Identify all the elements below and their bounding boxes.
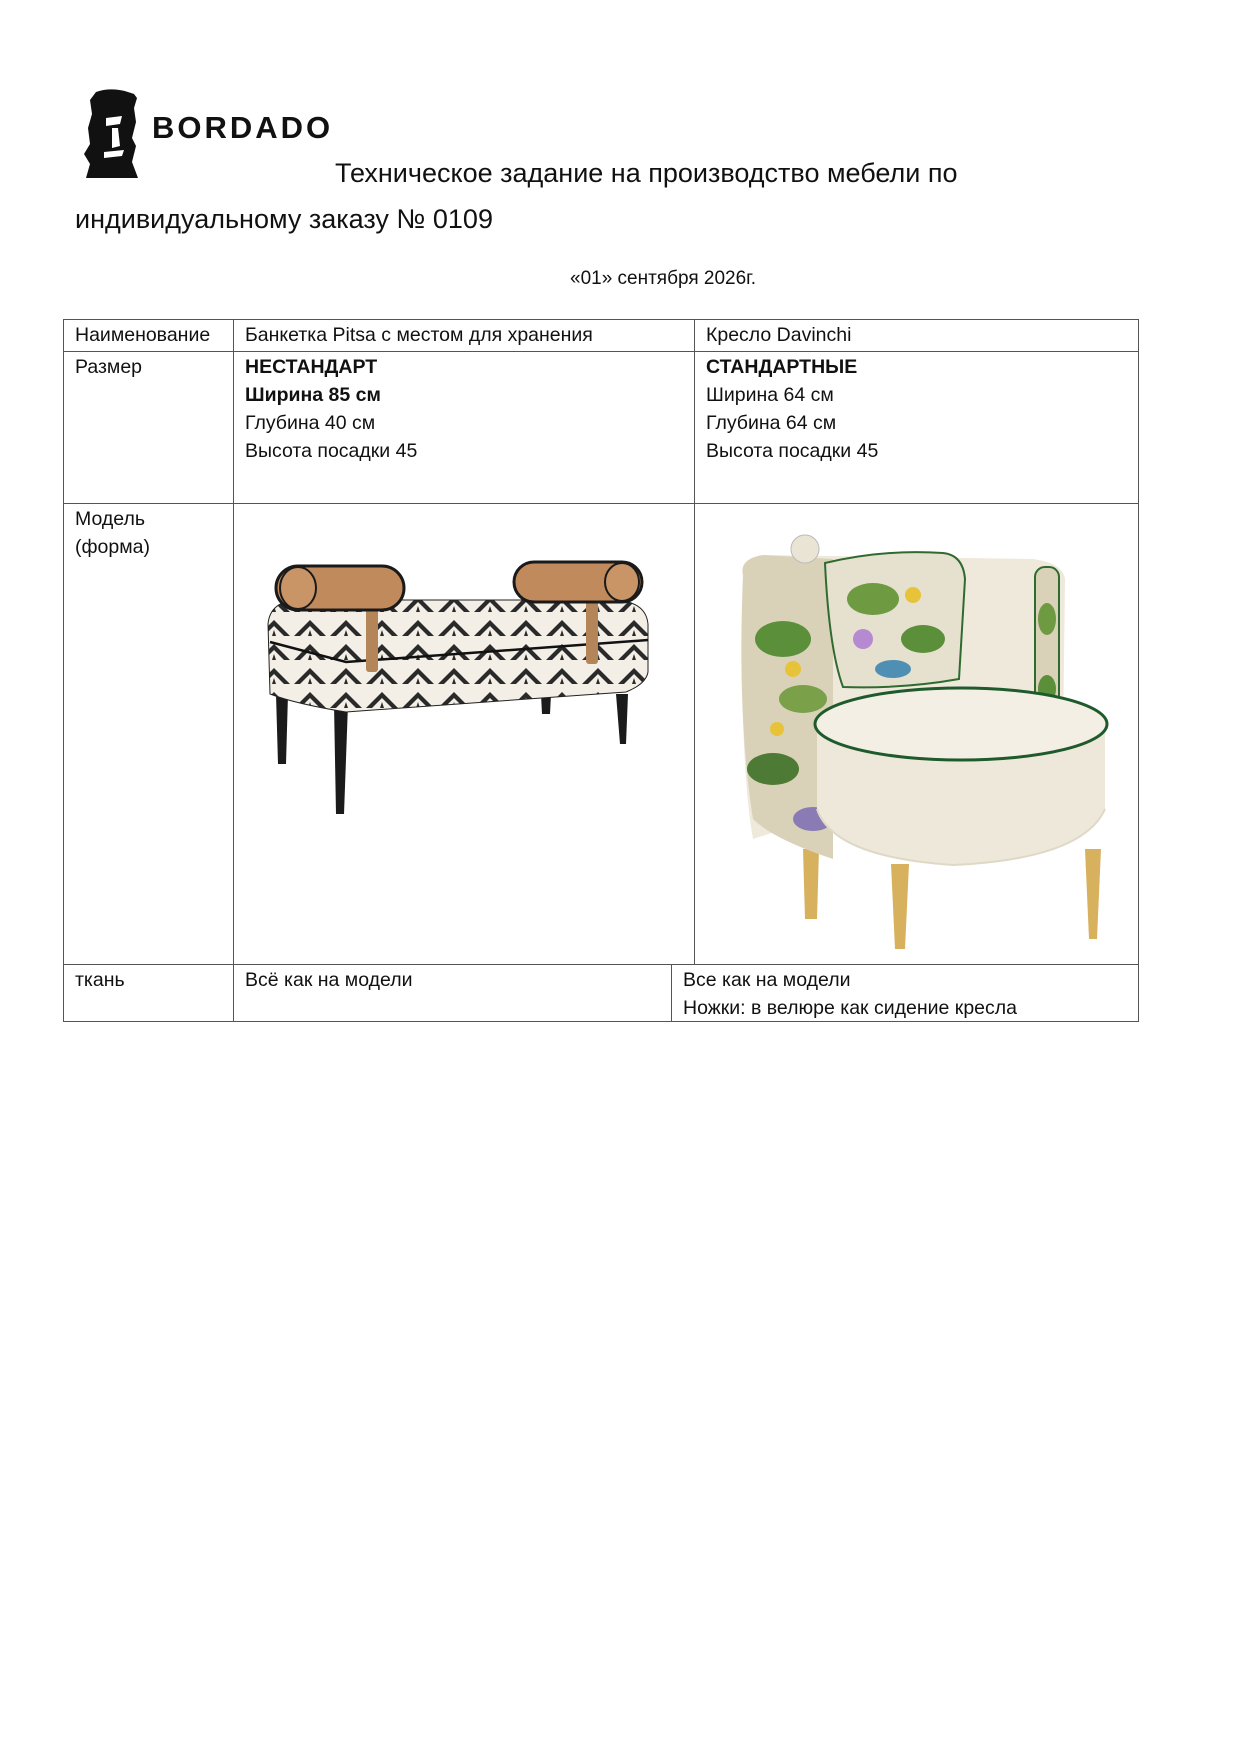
- table-divider: [671, 964, 672, 1022]
- row-label-fabric: ткань: [75, 969, 125, 991]
- item2-size-type: СТАНДАРТНЫЕ: [706, 356, 858, 378]
- document-title-line2: индивидуальному заказу № 0109: [75, 204, 493, 234]
- item2-seat-height: Высота посадки 45: [706, 440, 879, 462]
- row-label-model: Модель: [75, 508, 145, 530]
- item2-fabric: Все как на модели: [683, 969, 851, 991]
- document-title-line1: Техническое задание на производство мебели по: [335, 158, 958, 188]
- document-date: «01» сентября 2026г.: [570, 268, 757, 289]
- item1-depth: Глубина 40 см: [245, 412, 376, 434]
- table-divider: [233, 319, 234, 1022]
- table-divider: [63, 964, 1139, 965]
- moai-head-icon: [82, 88, 144, 178]
- item2-name: Кресло Davinchi: [706, 324, 852, 346]
- item1-fabric: Всё как на модели: [245, 969, 413, 991]
- table-border-right: [1138, 319, 1139, 1022]
- item1-width: Ширина 85 см: [245, 384, 381, 406]
- row-label-size: Размер: [75, 356, 143, 378]
- table-divider: [63, 351, 1139, 352]
- item2-depth: Глубина 64 см: [706, 412, 837, 434]
- row-label-name: Наименование: [75, 324, 211, 346]
- brand-logo: [82, 88, 332, 178]
- armchair-image: [733, 519, 1133, 949]
- brand-name: BORDADO: [152, 110, 334, 145]
- item2-legs-note: Ножки: в велюре как сидение кресла: [683, 997, 1017, 1019]
- table-border-left: [63, 319, 64, 1022]
- table-divider: [694, 319, 695, 964]
- row-label-model-form: (форма): [75, 536, 150, 558]
- item1-name: Банкетка Pitsa с местом для хранения: [245, 324, 593, 346]
- table-border-top: [63, 319, 1139, 320]
- specification-table: [63, 319, 1139, 1022]
- bench-image: [256, 544, 676, 834]
- item1-size-type: НЕСТАНДАРТ: [245, 356, 378, 378]
- item2-width: Ширина 64 см: [706, 384, 834, 406]
- item1-seat-height: Высота посадки 45: [245, 440, 418, 462]
- table-divider: [63, 503, 1139, 504]
